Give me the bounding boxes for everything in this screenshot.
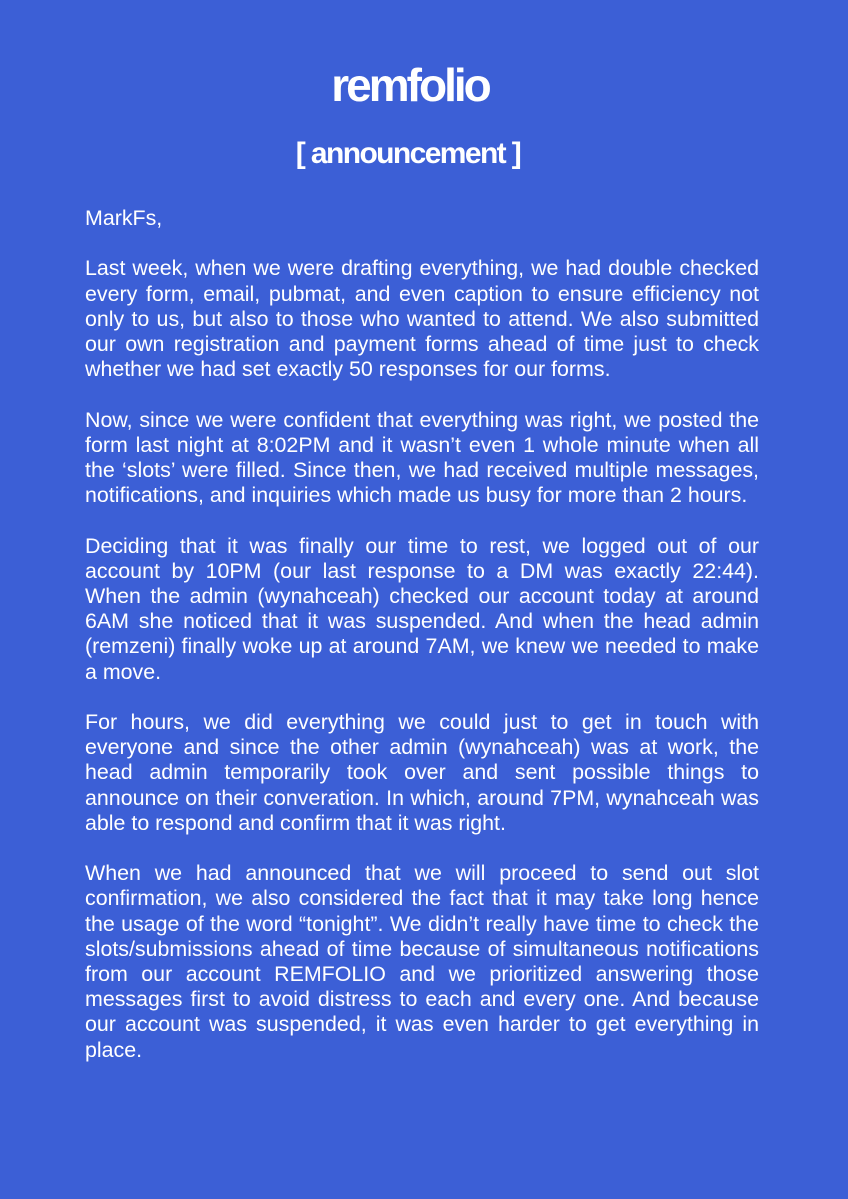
paragraph-2: Now, since we were confident that everything was right, we posted the form last night at 8:02PM and it wasn’t even 1 whole minute when all the ‘slots’ were filled. Since then, we had received multiple messages, notifications, and inquiries which made us busy for more than 2 hours. (85, 407, 759, 508)
letter-body (85, 206, 759, 1088)
salutation: MarkFs, (85, 206, 163, 230)
brand-title: remfolio (331, 59, 489, 111)
paragraph-5: When we had announced that we will proceed to send out slot confirmation, we also considered the fact that it may take long hence the usage of the word “tonight”. We didn’t really have time to check the slots/submissions ahead of time because of simultaneous notifications from our account REMFOLIO and we prioritized answering those messages first to avoid distress to each and every one. And because our account was suspended, it was even harder to get everything in place. (85, 861, 759, 1062)
paragraph-1: Last week, when we were drafting everything, we had double checked every form, email, pubmat, and even caption to ensure efficiency not only to us, but also to those who wanted to attend. We also submitted our own registration and payment forms ahead of time just to check whether we had set exactly 50 responses for our forms. (85, 256, 759, 382)
paragraph-3: Deciding that it was finally our time to rest, we logged out of our account by 10PM (our last response to a DM was exactly 22:44). When the admin (wynahceah) checked our account today at around 6AM she noticed that it was suspended. And when the head admin (remzeni) finally woke up at around 7AM, we knew we needed to make a move. (85, 533, 759, 684)
paragraph-4: For hours, we did everything we could just to get in touch with everyone and since the other admin (wynahceah) was at work, the head admin temporarily took over and sent possible things to announce on their converation. In which, around 7PM, wynahceah was able to respond and confirm that it was right. (85, 710, 759, 835)
announcement-tag: [ announcement ] (295, 137, 521, 170)
